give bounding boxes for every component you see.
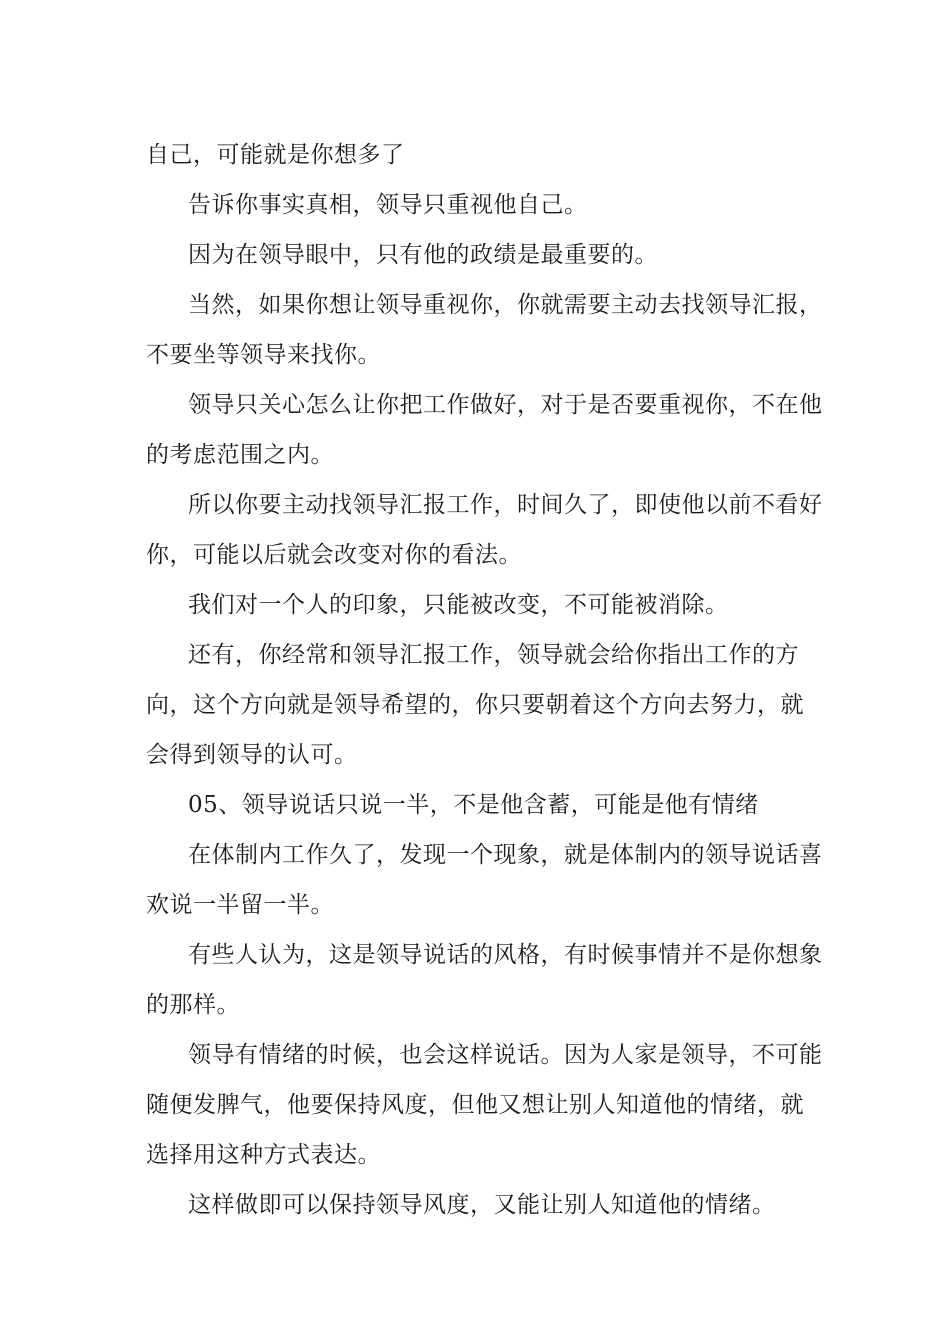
paragraph-continuation: 自己，可能就是你想多了 <box>146 142 405 168</box>
paragraph: 告诉你事实真相，领导只重视他自己。 <box>188 192 588 218</box>
paragraph: 我们对一个人的印象，只能被改变，不可能被消除。 <box>188 592 729 618</box>
paragraph: 还有，你经常和领导汇报工作，领导就会给你指出工作的方向，这个方向就是领导希望的，你只要朝着这个方向去努力，就会得到领导的认可。 <box>146 642 804 768</box>
paragraph: 当然，如果你想让领导重视你，你就需要主动去找领导汇报，不要坐等领导来找你。 <box>146 292 823 368</box>
document-body <box>146 130 826 1230</box>
paragraph: 这样做即可以保持领导风度，又能让别人知道他的情绪。 <box>188 1192 776 1218</box>
paragraph: 领导只关心怎么让你把工作做好，对于是否要重视你，不在他的考虑范围之内。 <box>146 392 823 468</box>
paragraph: 因为在领导眼中，只有他的政绩是最重要的。 <box>188 242 658 268</box>
section-heading: 05、领导说话只说一半，不是他含蓄，可能是他有情绪 <box>188 792 759 818</box>
paragraph: 有些人认为，这是领导说话的风格，有时候事情并不是你想象的那样。 <box>146 942 823 1018</box>
paragraph: 在体制内工作久了，发现一个现象，就是体制内的领导说话喜欢说一半留一半。 <box>146 842 823 918</box>
paragraph: 领导有情绪的时候，也会这样说话。因为人家是领导，不可能随便发脾气，他要保持风度，但他又想让别人知道他的情绪，就选择用这种方式表达。 <box>146 1042 823 1168</box>
paragraph: 所以你要主动找领导汇报工作，时间久了，即使他以前不看好你，可能以后就会改变对你的看法。 <box>146 492 823 568</box>
